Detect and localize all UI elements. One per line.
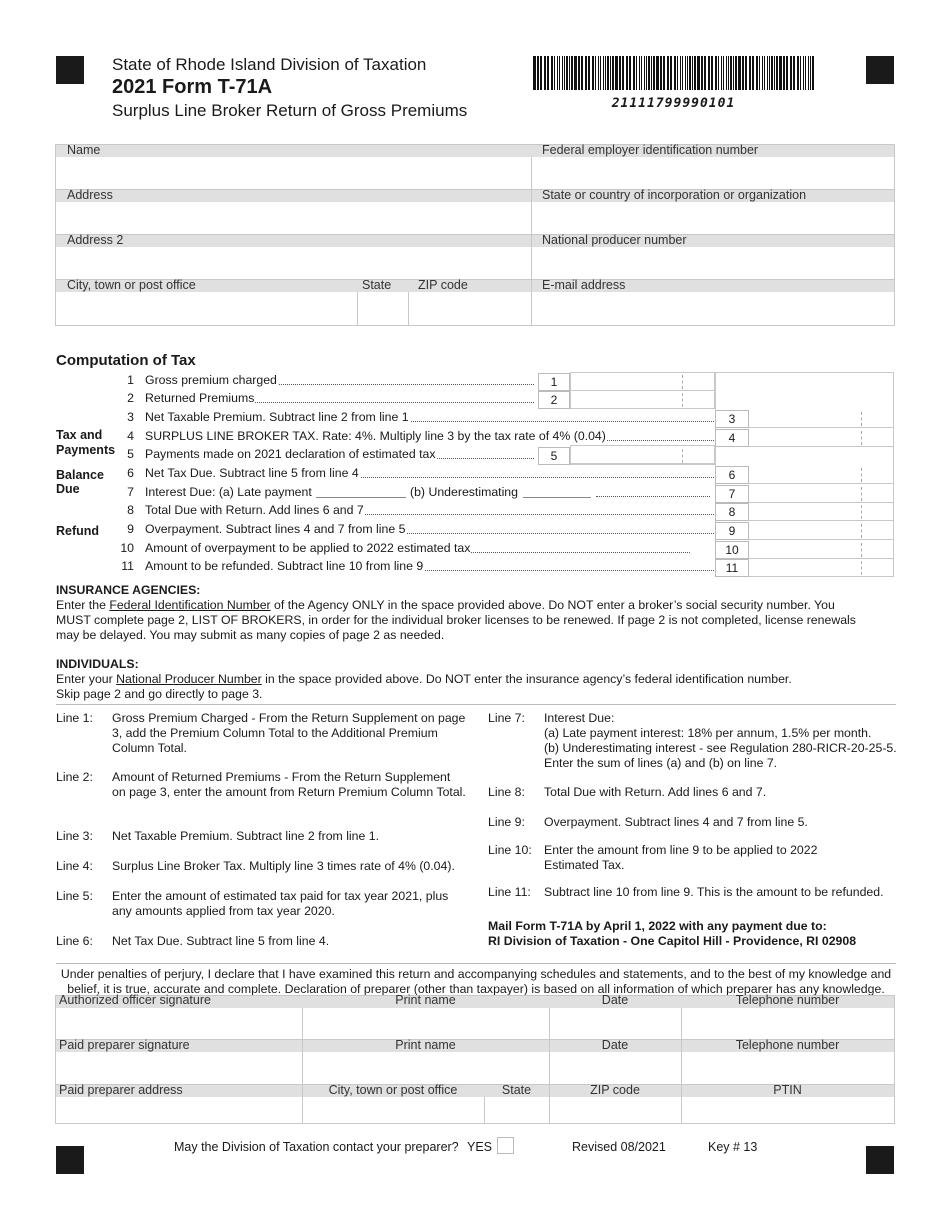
- state-field[interactable]: [358, 293, 407, 325]
- print-name-field[interactable]: [303, 1009, 548, 1038]
- barcode-bar: [701, 56, 703, 90]
- incorporation-label: State or country of incorporation or organization: [542, 188, 807, 202]
- npn-link: National Producer Number: [116, 672, 262, 686]
- prep-print-label: Print name: [395, 1038, 456, 1052]
- barcode-bar: [735, 56, 737, 90]
- barcode-bar: [692, 56, 693, 90]
- barcode-bar: [715, 56, 717, 90]
- zip-field[interactable]: [409, 293, 530, 325]
- barcode-bar: [779, 56, 782, 90]
- barcode-bar: [629, 56, 631, 90]
- perjury-line-1: Under penalties of perjury, I declare that I have examined this return and accompanying schedules and statements, and to the best of my knowledge and: [60, 967, 892, 981]
- barcode-bar: [660, 56, 662, 90]
- fein-label: Federal employer identification number: [542, 143, 759, 157]
- incorporation-field[interactable]: [532, 203, 894, 233]
- line-number: 9: [127, 522, 134, 536]
- individuals-p1-pre: Enter your: [56, 672, 117, 686]
- barcode-bar: [723, 56, 724, 90]
- prep-state-label: State: [501, 1083, 532, 1097]
- individuals-p1-post: in the space provided above. Do NOT enter the insurance agency’s federal identification number.: [261, 672, 792, 686]
- barcode-bar: [574, 56, 577, 90]
- address2-field[interactable]: [57, 248, 530, 278]
- instr-left-key: Line 1:: [56, 711, 93, 725]
- line-9-amount-field[interactable]: [749, 522, 894, 540]
- barcode-bar: [592, 56, 594, 90]
- prep-zip-label: ZIP code: [590, 1083, 640, 1097]
- barcode-bar: [774, 56, 775, 90]
- barcode-bar: [646, 56, 647, 90]
- line-5-text: Payments made on 2021 declaration of estimated tax: [145, 447, 436, 461]
- individuals-p1: [56, 672, 792, 686]
- instr-right-key: Line 11:: [488, 885, 531, 899]
- barcode-number: 21111799990101: [611, 96, 736, 111]
- insurance-agencies-p1-post: of the Agency ONLY in the space provided above. Do NOT enter a broker’s social security number. You: [270, 598, 835, 612]
- yes-label: YES: [467, 1140, 493, 1154]
- prep-addr-label: Paid preparer address: [59, 1083, 183, 1097]
- line-2-text: Returned Premiums: [145, 391, 255, 405]
- line-number: 6: [127, 466, 134, 480]
- barcode-bar: [610, 56, 611, 90]
- barcode-bar: [805, 56, 806, 90]
- line-1-box-number: 1: [538, 373, 570, 391]
- barcode-bar: [547, 56, 549, 90]
- barcode-bar: [667, 56, 669, 90]
- barcode-bar: [810, 56, 811, 90]
- barcode-bar: [551, 56, 553, 90]
- line-number: 4: [127, 429, 134, 443]
- name-label: Name: [67, 143, 101, 157]
- barcode-bar: [756, 56, 758, 90]
- revised-date: Revised 08/2021: [572, 1140, 666, 1154]
- barcode: [531, 56, 816, 90]
- line-number: 11: [121, 559, 134, 573]
- barcode-bar: [626, 56, 628, 90]
- prep-sig-field[interactable]: [57, 1053, 301, 1083]
- barcode-bar: [636, 56, 637, 90]
- barcode-bar: [540, 56, 542, 90]
- barcode-bar: [566, 56, 568, 90]
- barcode-bar: [742, 56, 744, 90]
- barcode-bar: [663, 56, 665, 90]
- registration-mark-top-left: [56, 56, 84, 84]
- line-2-box-number: 2: [538, 391, 570, 409]
- barcode-bar: [619, 56, 621, 90]
- barcode-bar: [682, 56, 683, 90]
- barcode-bar: [771, 56, 773, 90]
- late-payment-interest-field[interactable]: [316, 497, 406, 498]
- barcode-bar: [745, 56, 747, 90]
- line-8-amount-field[interactable]: [749, 503, 894, 521]
- line-number: 5: [127, 447, 134, 461]
- barcode-bar: [653, 56, 655, 90]
- computation-title: Computation of Tax: [56, 352, 196, 369]
- telephone-label: Telephone number: [735, 993, 840, 1007]
- line-7-text-a: Interest Due: (a) Late payment: [145, 485, 312, 499]
- prep-sig-label: Paid preparer signature: [59, 1038, 190, 1052]
- line-4-amount-field[interactable]: [749, 429, 894, 447]
- prep-city-label: City, town or post office: [328, 1083, 458, 1097]
- line-9-text: Overpayment. Subtract lines 4 and 7 from line 5: [145, 522, 406, 536]
- barcode-bar: [694, 56, 696, 90]
- line-11-box-number: 11: [715, 559, 749, 577]
- line-number: 3: [127, 410, 134, 424]
- barcode-bar: [571, 56, 573, 90]
- instr-right-key: Line 9:: [488, 815, 525, 829]
- barcode-bar: [554, 56, 555, 90]
- line-4-box-number: 4: [715, 429, 749, 447]
- barcode-bar: [674, 56, 676, 90]
- barcode-bar: [639, 56, 640, 90]
- line-3-box-number: 3: [715, 410, 749, 428]
- underestimating-interest-field[interactable]: [523, 497, 591, 498]
- prep-zip-field[interactable]: [550, 1098, 680, 1123]
- city-field[interactable]: [57, 293, 356, 325]
- barcode-bar: [793, 56, 795, 90]
- barcode-bar: [648, 56, 650, 90]
- line-2-amount-field[interactable]: [570, 391, 715, 409]
- npn-field[interactable]: [532, 248, 894, 278]
- barcode-bar: [544, 56, 546, 90]
- line-number: 1: [127, 373, 134, 387]
- instr-right-key: Line 7:: [488, 711, 525, 725]
- date-field[interactable]: [550, 1009, 680, 1038]
- registration-mark-bottom-right: [866, 1146, 894, 1174]
- side-label-refund: Refund: [56, 524, 100, 538]
- barcode-bar: [578, 56, 580, 90]
- barcode-bar: [651, 56, 652, 90]
- name-field[interactable]: [57, 158, 530, 188]
- barcode-bar: [603, 56, 604, 90]
- line-10-text: Amount of overpayment to be applied to 2022 estimated tax: [145, 541, 471, 555]
- email-label: E-mail address: [542, 278, 626, 292]
- ptin-field[interactable]: [682, 1098, 893, 1123]
- line-number: 2: [127, 391, 134, 405]
- barcode-bar: [633, 56, 635, 90]
- prep-date-field[interactable]: [550, 1053, 680, 1083]
- barcode-bar: [752, 56, 754, 90]
- barcode-bar: [615, 56, 618, 90]
- barcode-bar: [803, 56, 804, 90]
- barcode-bar: [704, 56, 706, 90]
- barcode-bar: [588, 56, 590, 90]
- barcode-bar: [605, 56, 606, 90]
- instr-left-text: Net Tax Due. Subtract line 5 from line 4.: [112, 934, 330, 948]
- address-label: Address: [67, 188, 113, 202]
- barcode-bar: [762, 56, 763, 90]
- zip-label: ZIP code: [418, 278, 468, 292]
- line-7-box-number: 7: [715, 485, 749, 503]
- line-11-amount-field[interactable]: [749, 559, 894, 577]
- line-1-amount-field[interactable]: [570, 373, 715, 391]
- npn-label: National producer number: [542, 233, 687, 247]
- barcode-bar: [537, 56, 539, 90]
- barcode-bar: [733, 56, 734, 90]
- prep-addr-field[interactable]: [57, 1098, 301, 1123]
- barcode-bar: [562, 56, 563, 90]
- barcode-bar: [533, 56, 536, 90]
- line-number: 10: [120, 541, 134, 555]
- instr-right-line7-l2: (a) Late payment interest: 18% per annum, 1.5% per month.: [544, 726, 872, 740]
- address-field[interactable]: [57, 203, 530, 233]
- yes-checkbox[interactable]: [497, 1137, 514, 1154]
- auth-sig-field[interactable]: [57, 1009, 301, 1038]
- barcode-bar: [759, 56, 760, 90]
- fein-link: Federal Identification Number: [109, 598, 271, 612]
- barcode-bar: [612, 56, 614, 90]
- line-6-text: Net Tax Due. Subtract line 5 from line 4: [145, 466, 359, 480]
- side-label-balance: Balance: [56, 468, 104, 482]
- line-6-amount-field[interactable]: [749, 466, 894, 484]
- line-number: 8: [127, 503, 134, 517]
- registration-mark-top-right: [866, 56, 894, 84]
- barcode-bar: [776, 56, 778, 90]
- instr-right-line7-l4: Enter the sum of lines (a) and (b) on line 7.: [544, 756, 778, 770]
- barcode-bar: [812, 56, 814, 90]
- side-label-payments: Payments: [56, 443, 116, 457]
- individuals-p2: Skip page 2 and go directly to page 3.: [56, 687, 263, 701]
- barcode-bar: [800, 56, 801, 90]
- barcode-bar: [607, 56, 609, 90]
- barcode-bar: [697, 56, 700, 90]
- barcode-bar: [718, 56, 719, 90]
- date-label: Date: [601, 993, 629, 1007]
- mail-line-1: Mail Form T-71A by April 1, 2022 with any payment due to:: [488, 919, 827, 933]
- line-10-box-number: 10: [715, 541, 749, 559]
- key-number: Key # 13: [708, 1140, 758, 1154]
- instr-left-text: Surplus Line Broker Tax. Multiply line 3 times rate of 4% (0.04).: [112, 859, 455, 873]
- instr-right-key: Line 8:: [488, 785, 525, 799]
- form-title: 2021 Form T-71A: [112, 76, 273, 98]
- barcode-bar: [764, 56, 765, 90]
- instr-right-line7-l1: Interest Due:: [544, 711, 615, 725]
- registration-mark-bottom-left: [56, 1146, 84, 1174]
- side-label-tax: Tax and: [56, 428, 103, 442]
- email-field[interactable]: [532, 293, 894, 325]
- insurance-agencies-p2: MUST complete page 2, LIST OF BROKERS, in order for the individual broker licenses to be renewed. If page 2 is not completed, license renewals: [56, 613, 856, 627]
- line-3-text: Net Taxable Premium. Subtract line 2 from line 1: [145, 410, 409, 424]
- barcode-bar: [687, 56, 688, 90]
- barcode-bar: [677, 56, 678, 90]
- barcode-bar: [680, 56, 681, 90]
- instr-left-key: Line 4:: [56, 859, 93, 873]
- instr-right-text: Subtract line 10 from line 9. This is the amount to be refunded.: [544, 885, 884, 899]
- barcode-bar: [808, 56, 809, 90]
- line-3-amount-field[interactable]: [749, 410, 894, 428]
- barcode-bar: [622, 56, 624, 90]
- print-name-label: Print name: [395, 993, 456, 1007]
- insurance-agencies-p3: may be delayed. You may submit as many copies of page 2 as needed.: [56, 628, 445, 642]
- line-11-text: Amount to be refunded. Subtract line 10 from line 9: [145, 559, 424, 573]
- barcode-bar: [708, 56, 710, 90]
- barcode-bar: [557, 56, 558, 90]
- barcode-bar: [598, 56, 599, 90]
- line-8-text: Total Due with Return. Add lines 6 and 7: [145, 503, 364, 517]
- instr-left-key: Line 6:: [56, 934, 93, 948]
- line-8-box-number: 8: [715, 503, 749, 521]
- barcode-bar: [786, 56, 788, 90]
- barcode-bar: [641, 56, 642, 90]
- instr-right-text: Enter the amount from line 9 to be applied to 2022 Estimated Tax.: [544, 843, 818, 872]
- instr-left-key: Line 3:: [56, 829, 93, 843]
- city-label: City, town or post office: [67, 278, 196, 292]
- ptin-label: PTIN: [773, 1083, 802, 1097]
- line-10-amount-field[interactable]: [749, 541, 894, 559]
- barcode-bar: [581, 56, 583, 90]
- barcode-bar: [569, 56, 570, 90]
- auth-sig-label: Authorized officer signature: [59, 993, 211, 1007]
- barcode-bar: [783, 56, 785, 90]
- instr-left-key: Line 5:: [56, 889, 93, 903]
- telephone-field[interactable]: [682, 1009, 893, 1038]
- barcode-bar: [595, 56, 596, 90]
- instr-left-text: Amount of Returned Premiums - From the Return Supplement on page 3, enter the amount from Return Premium Column Total.: [112, 770, 466, 799]
- barcode-bar: [721, 56, 722, 90]
- state-label: State: [362, 278, 392, 292]
- insurance-agencies-p1: [56, 598, 835, 612]
- line-5-box-number: 5: [538, 447, 570, 465]
- line-9-box-number: 9: [715, 522, 749, 540]
- prep-date-label: Date: [601, 1038, 629, 1052]
- address2-label: Address 2: [67, 233, 124, 247]
- barcode-bar: [749, 56, 751, 90]
- prep-city-field[interactable]: [303, 1098, 483, 1123]
- barcode-bar: [797, 56, 799, 90]
- line-7-text-b: (b) Underestimating: [410, 485, 518, 499]
- barcode-bar: [559, 56, 560, 90]
- agency-name: State of Rhode Island Division of Taxation: [112, 55, 427, 74]
- individuals-heading: INDIVIDUALS:: [56, 657, 139, 671]
- barcode-bar: [769, 56, 770, 90]
- instr-right-text: Overpayment. Subtract lines 4 and 7 from line 5.: [544, 815, 808, 829]
- line-7-amount-field[interactable]: [749, 485, 894, 503]
- instr-left-text: Gross Premium Charged - From the Return Supplement on page 3, add the Premium Column Total to the Additional Premium Column Total.: [112, 711, 466, 755]
- prep-tel-label: Telephone number: [735, 1038, 840, 1052]
- barcode-bar: [656, 56, 659, 90]
- barcode-bar: [767, 56, 768, 90]
- instr-right-line7-l3: (b) Underestimating interest - see Regulation 280-RICR-20-25-5.: [544, 741, 897, 755]
- fein-field[interactable]: [532, 158, 894, 188]
- barcode-bar: [726, 56, 727, 90]
- barcode-bar: [685, 56, 686, 90]
- barcode-bar: [730, 56, 732, 90]
- barcode-bar: [564, 56, 565, 90]
- barcode-bar: [644, 56, 645, 90]
- instr-left-key: Line 2:: [56, 770, 93, 784]
- side-label-due: Due: [56, 482, 80, 496]
- instr-left-text: Net Taxable Premium. Subtract line 2 from line 1.: [112, 829, 380, 843]
- barcode-bar: [738, 56, 741, 90]
- line-number: 7: [127, 485, 134, 499]
- line-4-text: SURPLUS LINE BROKER TAX. Rate: 4%. Multiply line 3 by the tax rate of 4% (0.04): [145, 429, 606, 443]
- prep-print-field[interactable]: [303, 1053, 548, 1083]
- prep-tel-field[interactable]: [682, 1053, 893, 1083]
- prep-state-field[interactable]: [485, 1098, 548, 1123]
- barcode-bar: [585, 56, 587, 90]
- barcode-bar: [711, 56, 713, 90]
- barcode-bar: [790, 56, 792, 90]
- instr-right-key: Line 10:: [488, 843, 532, 857]
- contact-question: May the Division of Taxation contact your preparer?: [174, 1140, 459, 1154]
- insurance-agencies-p1-pre: Enter the: [56, 598, 110, 612]
- barcode-bar: [670, 56, 672, 90]
- mail-line-2: RI Division of Taxation - One Capitol Hill - Providence, RI 02908: [488, 934, 857, 948]
- line-1-text: Gross premium charged: [145, 373, 277, 387]
- barcode-bar: [689, 56, 691, 90]
- line-6-box-number: 6: [715, 466, 749, 484]
- barcode-bar: [728, 56, 729, 90]
- barcode-bar: [600, 56, 601, 90]
- insurance-agencies-heading: INSURANCE AGENCIES:: [56, 583, 201, 597]
- instr-right-text: Total Due with Return. Add lines 6 and 7.: [544, 785, 767, 799]
- instr-left-text: Enter the amount of estimated tax paid for tax year 2021, plus any amounts applied from tax year 2020.: [112, 889, 449, 918]
- perjury-line-2: belief, it is true, accurate and complete. Declaration of preparer (other than taxpayer) is based on all information of which preparer has any knowledge.: [67, 982, 885, 996]
- line-5-amount-field[interactable]: [570, 447, 715, 465]
- form-subtitle: Surplus Line Broker Return of Gross Premiums: [112, 101, 468, 120]
